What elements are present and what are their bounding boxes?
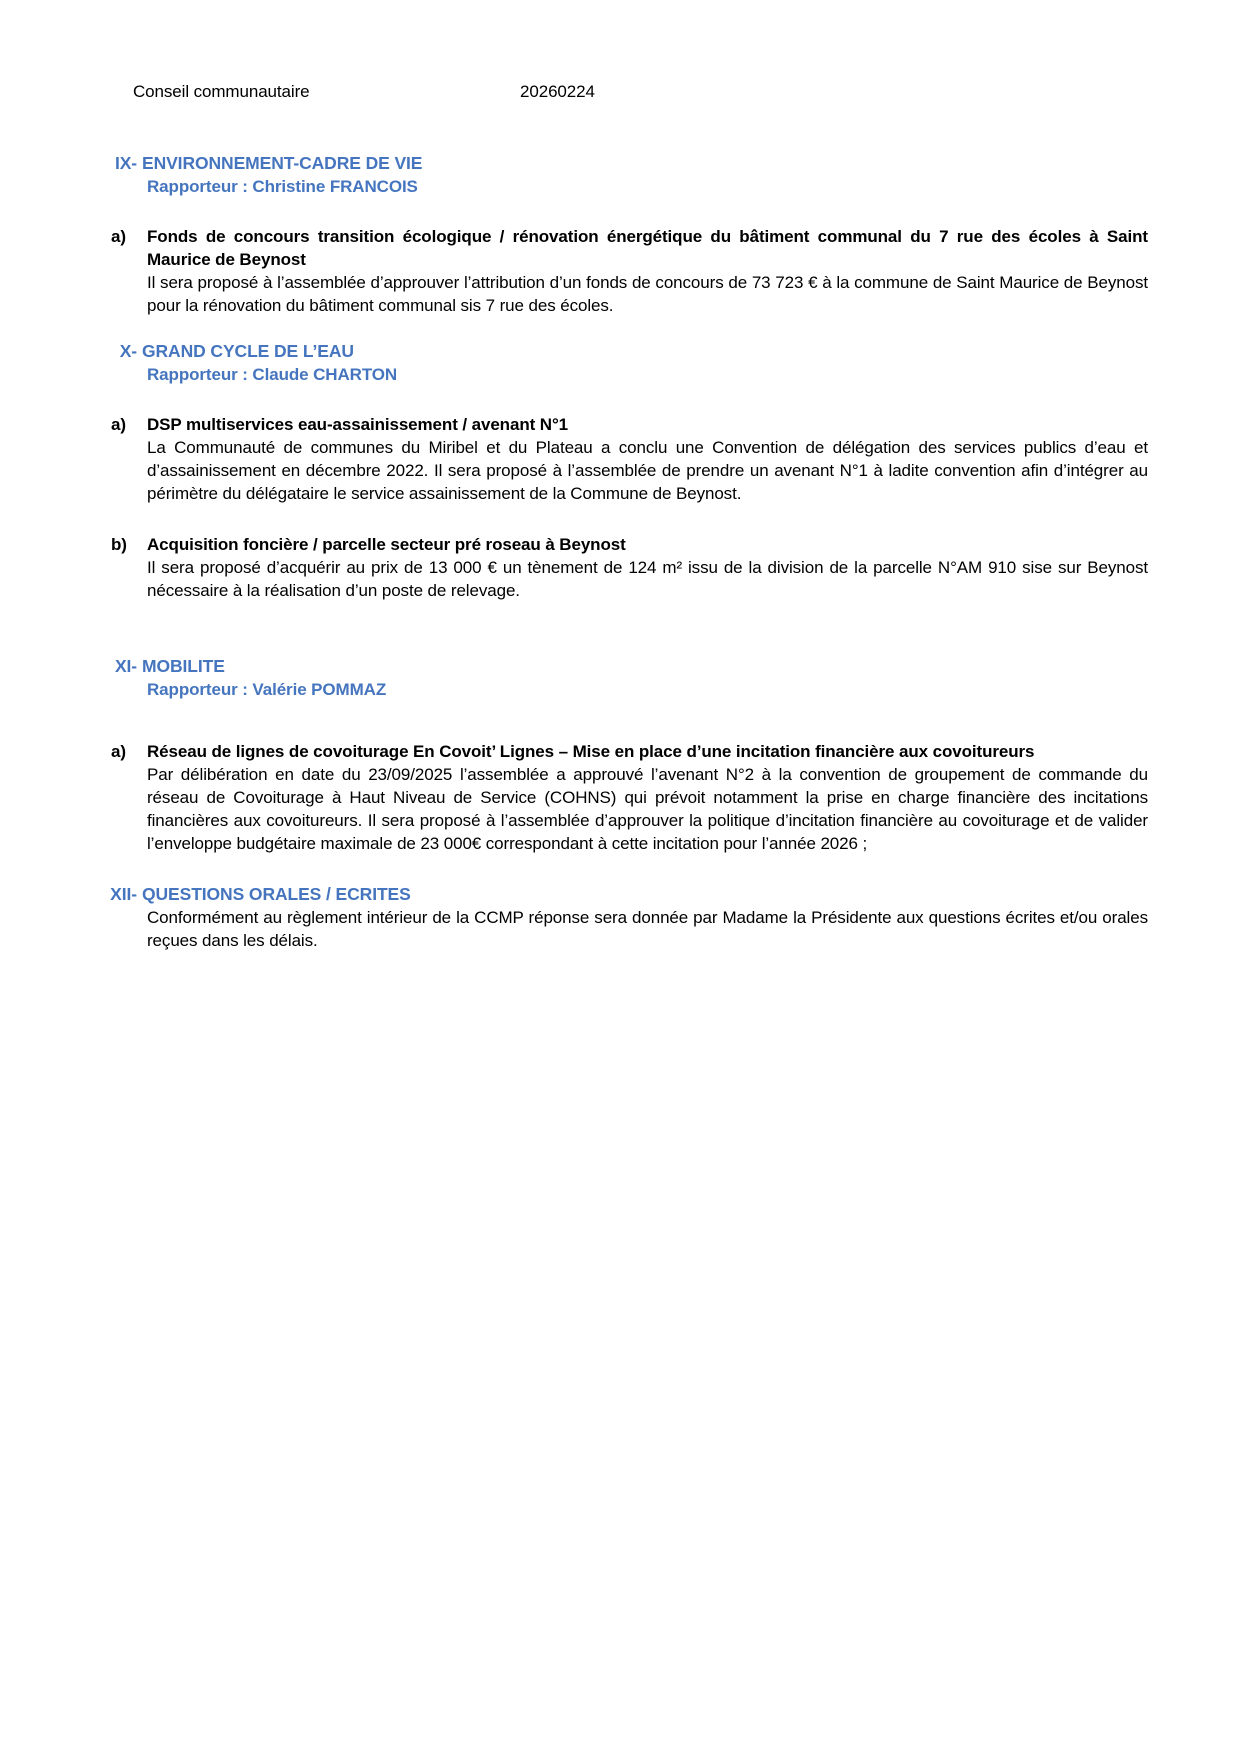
section-numeral: XI- xyxy=(114,656,137,676)
section-title: MOBILITE xyxy=(142,656,225,676)
section-heading xyxy=(100,883,1241,906)
section-mobilite xyxy=(0,655,1241,855)
section-environnement xyxy=(0,152,1241,317)
item-content xyxy=(147,740,1148,855)
rapporteur-line: Rapporteur : Valérie POMMAZ xyxy=(147,680,387,699)
section-title: ENVIRONNEMENT-CADRE DE VIE xyxy=(142,153,423,173)
rapporteur-line: Rapporteur : Christine FRANCOIS xyxy=(147,177,418,196)
section-questions-orales xyxy=(0,883,1241,952)
item-body: La Communauté de communes du Miribel et du Plateau a conclu une Convention de délégation des services publics d’eau et d’assainissement en décembre 2022. Il sera proposé à l’assemblée de prendre un avenant N°1 à ladite convention afin d’intégrer au périmètre du délégataire le service assainissement de la Commune de Beynost. xyxy=(147,438,1148,503)
section-numeral: X- xyxy=(119,341,137,361)
section-heading xyxy=(100,655,1241,678)
item-label: a) xyxy=(111,415,126,434)
item-heading: Réseau de lignes de covoiturage En Covoit’ Lignes – Mise en place d’une incitation financière aux covoitureurs xyxy=(147,742,1035,761)
item-content xyxy=(147,413,1148,505)
item-heading: Fonds de concours transition écologique / rénovation énergétique du bâtiment communal du 7 rue des écoles à Saint Maurice de Beynost xyxy=(147,227,1148,269)
rapporteur-line: Rapporteur : Claude CHARTON xyxy=(147,365,398,384)
item-label: b) xyxy=(111,535,127,554)
item-body: Par délibération en date du 23/09/2025 l’assemblée a approuvé l’avenant N°2 à la convention de groupement de commande du réseau de Covoiturage à Haut Niveau de Service (COHNS) qui prévoit notamment la prise en charge financière des incitations financières aux covoitureurs. Il sera proposé à l’assemblée d’approuver la politique d’incitation financière au covoiturage et de valider l’enveloppe budgétaire maximale de 23 000€ correspondant à cette incitation pour l’année 2026 ; xyxy=(147,765,1148,853)
section-heading xyxy=(100,152,1241,175)
item-label: a) xyxy=(111,227,126,246)
section-numeral: XII- xyxy=(110,884,137,904)
item-heading: DSP multiservices eau-assainissement / avenant N°1 xyxy=(147,415,569,434)
document-title: Conseil communautaire xyxy=(133,82,310,101)
agenda-item xyxy=(111,413,1241,505)
item-body: Il sera proposé à l’assemblée d’approuver l’attribution d’un fonds de concours de 73 723 € à la commune de Saint Maurice de Beynost pour la rénovation du bâtiment communal sis 7 rue des écoles. xyxy=(147,273,1148,315)
agenda-item xyxy=(111,740,1241,855)
document-header xyxy=(0,80,1241,103)
item-heading: Acquisition foncière / parcelle secteur pré roseau à Beynost xyxy=(147,535,626,554)
section-numeral: IX- xyxy=(114,153,137,173)
item-content xyxy=(147,533,1148,602)
section-heading xyxy=(100,340,1241,363)
item-label: a) xyxy=(111,742,126,761)
document-number: 20260224 xyxy=(520,82,595,101)
agenda-item xyxy=(111,533,1241,602)
item-body: Il sera proposé d’acquérir au prix de 13 000 € un tènement de 124 m² issu de la division de la parcelle N°AM 910 sise sur Beynost nécessaire à la réalisation d’un poste de relevage. xyxy=(147,558,1148,600)
section-title: GRAND CYCLE DE L’EAU xyxy=(142,341,354,361)
section-grand-cycle-eau xyxy=(0,340,1241,602)
item-content xyxy=(147,225,1148,317)
section-body: Conformément au règlement intérieur de la CCMP réponse sera donnée par Madame la Présidente aux questions écrites et/ou orales reçues dans les délais. xyxy=(147,908,1148,950)
section-title: QUESTIONS ORALES / ECRITES xyxy=(142,884,411,904)
agenda-item xyxy=(111,225,1241,317)
